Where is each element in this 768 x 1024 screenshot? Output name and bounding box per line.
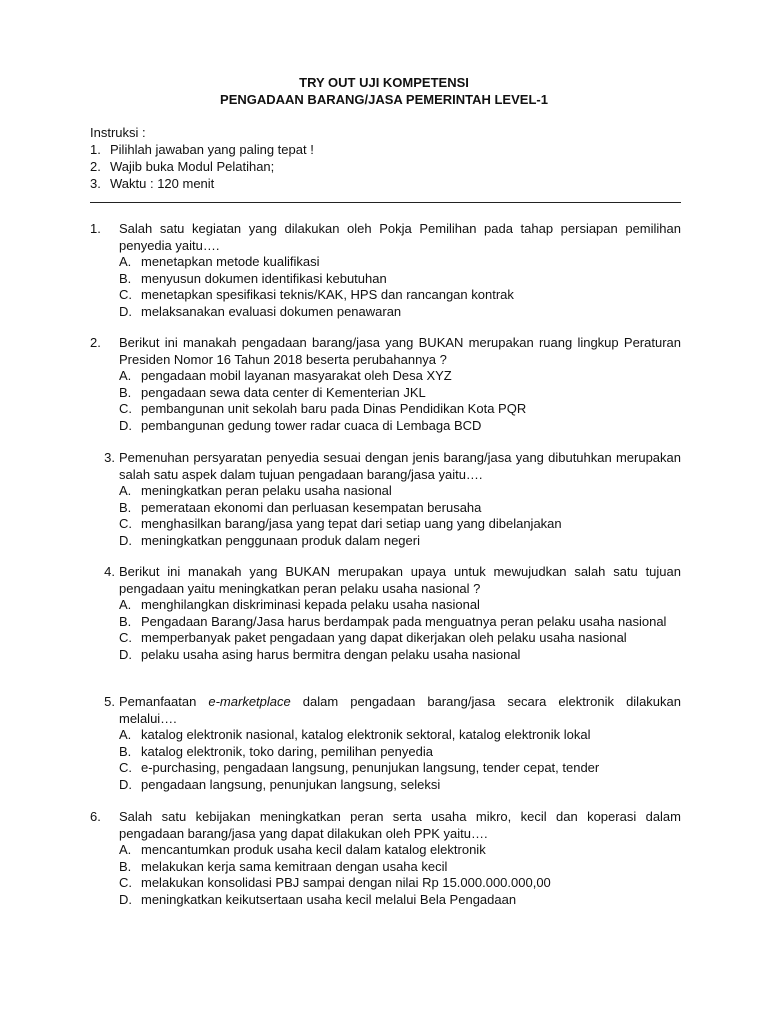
question-1	[90, 221, 681, 320]
option-b[interactable]: B. pengadaan sewa data center di Kementerian JKL	[119, 384, 426, 400]
option-b[interactable]: B. menyusun dokumen identifikasi kebutuhan	[119, 270, 387, 286]
option-d[interactable]: D. pelaku usaha asing harus bermitra dengan pelaku usaha nasional	[119, 646, 521, 662]
question-2	[90, 335, 681, 434]
option-d[interactable]: D. pembangunan gedung tower radar cuaca di Lembaga BCD	[119, 417, 482, 433]
option-c[interactable]: C. melakukan konsolidasi PBJ sampai dengan nilai Rp 15.000.000.000,00	[119, 875, 551, 890]
instruction-item: 3. Waktu : 120 menit	[90, 176, 215, 191]
question-number: 1.	[90, 221, 101, 236]
question-text: Berikut ini manakah pengadaan barang/jasa yang BUKAN merupakan ruang lingkup Peraturan Presiden Nomor 16 Tahun 2018 beserta perubahannya ?	[119, 335, 681, 367]
option-a[interactable]: A. menetapkan metode kualifikasi	[119, 254, 320, 269]
option-c[interactable]: C. e-purchasing, pengadaan langsung, penunjukan langsung, tender cepat, tender	[119, 760, 600, 775]
question-text: Pemanfaatan e-marketplace dalam pengadaan barang/jasa secara elektronik dilakukan melalui….	[119, 694, 681, 726]
option-d[interactable]: D. meningkatkan penggunaan produk dalam negeri	[119, 532, 420, 548]
instructions	[90, 125, 680, 193]
emphasis-term: e-marketplace	[208, 694, 291, 709]
question-text: Pemenuhan persyaratan penyedia sesuai dengan jenis barang/jasa yang dibutuhkan merupakan salah satu aspek dalam tujuan pengadaan barang/jasa yaitu….	[119, 450, 681, 482]
instruction-item: 1. Pilihlah jawaban yang paling tepat !	[90, 142, 314, 157]
question-number: 3.	[104, 450, 115, 465]
question-5	[90, 694, 681, 793]
option-d[interactable]: D. meningkatkan keikutsertaan usaha kecil melalui Bela Pengadaan	[119, 891, 517, 907]
option-a[interactable]: A. menghilangkan diskriminasi kepada pelaku usaha nasional	[119, 597, 480, 612]
question-number: 4.	[104, 564, 115, 579]
horizontal-divider	[90, 202, 681, 203]
title-line-2: PENGADAAN BARANG/JASA PEMERINTAH LEVEL-1	[220, 92, 548, 107]
option-a[interactable]: A. katalog elektronik nasional, katalog elektronik sektoral, katalog elektronik lokal	[119, 727, 591, 742]
option-a[interactable]: A. pengadaan mobil layanan masyarakat oleh Desa XYZ	[119, 368, 452, 383]
option-b[interactable]: B. pemerataan ekonomi dan perluasan kesempatan berusaha	[119, 499, 482, 515]
option-c[interactable]: C. pembangunan unit sekolah baru pada Dinas Pendidikan Kota PQR	[119, 401, 527, 416]
question-6	[90, 809, 681, 908]
question-text: Salah satu kegiatan yang dilakukan oleh Pokja Pemilihan pada tahap persiapan pemilihan penyedia yaitu….	[119, 221, 681, 253]
question-number: 2.	[90, 335, 101, 350]
option-a[interactable]: A. mencantumkan produk usaha kecil dalam katalog elektronik	[119, 842, 486, 857]
question-number: 5.	[104, 694, 115, 709]
option-b[interactable]: B. melakukan kerja sama kemitraan dengan usaha kecil	[119, 858, 448, 874]
option-c[interactable]: C. menetapkan spesifikasi teknis/KAK, HPS dan rancangan kontrak	[119, 287, 514, 302]
question-3	[90, 450, 681, 549]
question-text: Berikut ini manakah yang BUKAN merupakan upaya untuk mewujudkan salah satu tujuan pengadaan yaitu meningkatkan peran pelaku usaha nasional ?	[119, 564, 681, 596]
title-line-1: TRY OUT UJI KOMPETENSI	[299, 75, 469, 90]
option-d[interactable]: D. pengadaan langsung, penunjukan langsung, seleksi	[119, 776, 441, 792]
question-4	[90, 564, 681, 663]
option-b[interactable]: B. katalog elektronik, toko daring, pemilihan penyedia	[119, 743, 433, 759]
option-a[interactable]: A. meningkatkan peran pelaku usaha nasional	[119, 483, 392, 498]
question-text: Salah satu kebijakan meningkatkan peran serta usaha mikro, kecil dan koperasi dalam pengadaan barang/jasa yang dapat dilakukan oleh PPK yaitu….	[119, 809, 681, 841]
document-title	[0, 74, 768, 108]
instruction-item: 2. Wajib buka Modul Pelatihan;	[90, 159, 275, 174]
option-c[interactable]: C. menghasilkan barang/jasa yang tepat dari setiap uang yang dibelanjakan	[119, 516, 562, 531]
instructions-heading: Instruksi :	[90, 125, 146, 140]
option-b[interactable]: B. Pengadaan Barang/Jasa harus berdampak pada menguatnya peran pelaku usaha nasional	[119, 613, 667, 629]
option-d[interactable]: D. melaksanakan evaluasi dokumen penawaran	[119, 303, 402, 319]
option-c[interactable]: C. memperbanyak paket pengadaan yang dapat dikerjakan oleh pelaku usaha nasional	[119, 630, 627, 645]
question-number: 6.	[90, 809, 101, 824]
